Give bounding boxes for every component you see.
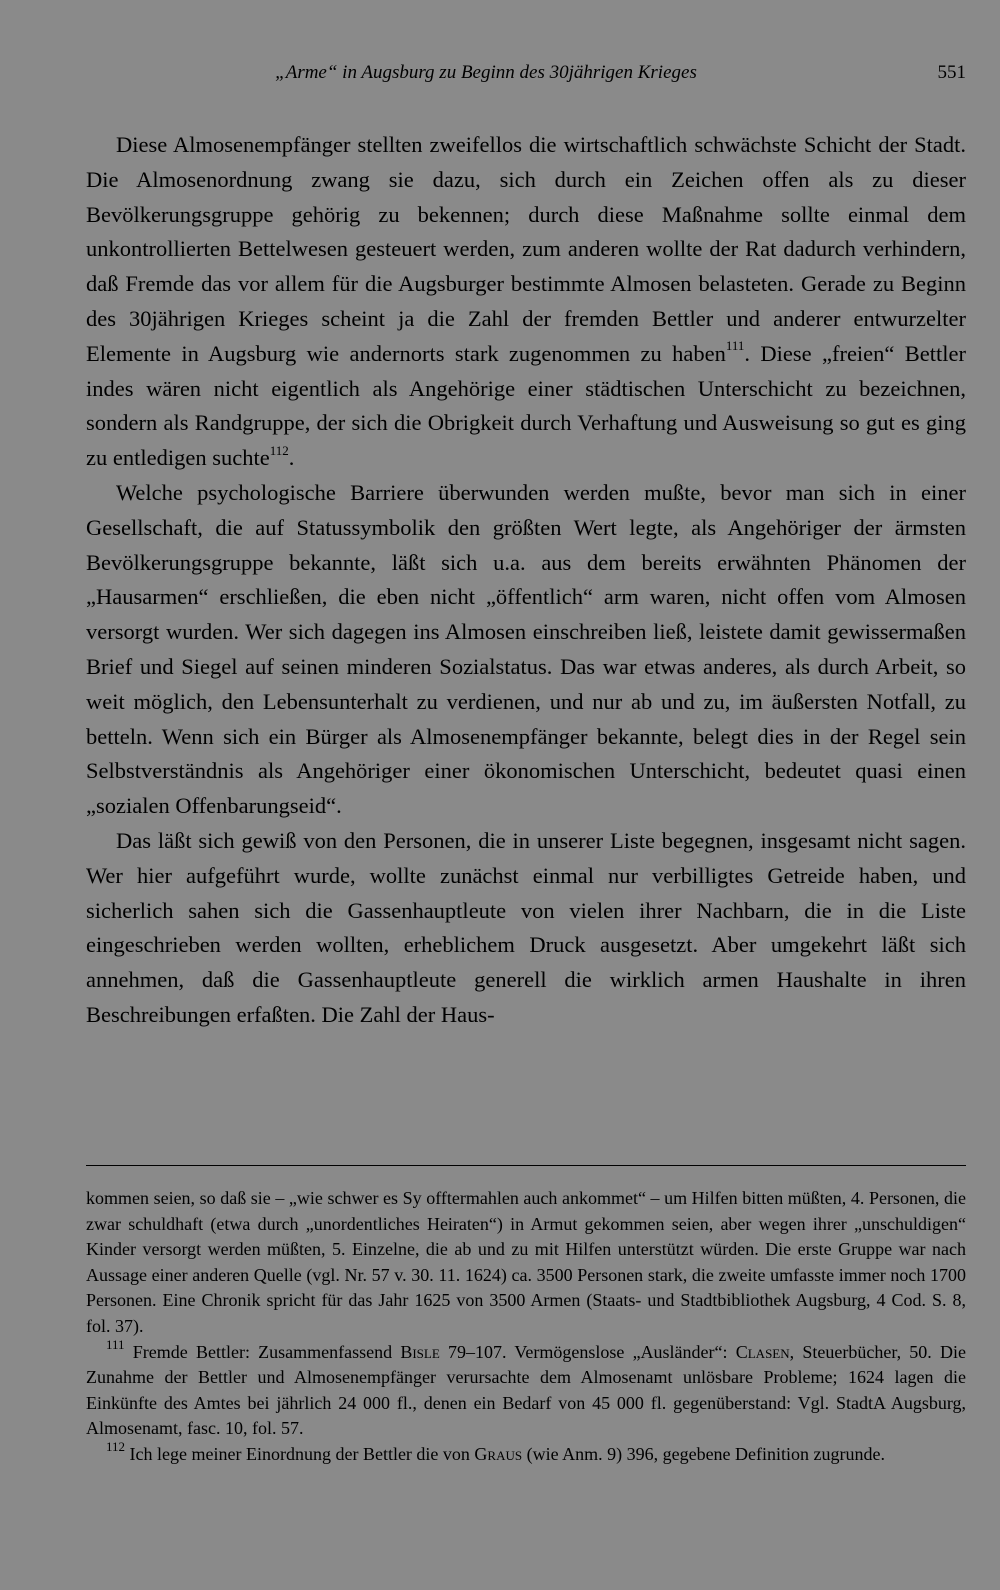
footnote-separator (86, 1165, 966, 1166)
running-head (86, 58, 966, 90)
footnote-ref-112: 112 (269, 442, 289, 458)
main-text (86, 128, 966, 1033)
footnote-text: , Steuerbücher, 50. Die Zunahme der Bettler und Almosenempfänger verursachte dem Almosenamt unlösbare Probleme; 1624 lagen die Einkünfte des Amtes bei jährlich 24 000 fl., denen ein Bedarf von 45 000 fl. gegenüberstand: Vgl. StadtA Augsburg, Almosenamt, fasc. 10, fol. 57. (86, 1341, 966, 1439)
paragraph-text: . (288, 445, 295, 471)
footnote-111 (86, 1336, 966, 1442)
footnote-text: Fremde Bettler: Zusammenfassend (132, 1341, 401, 1362)
author-name: Graus (474, 1443, 523, 1464)
paragraph: Welche psychologische Barriere überwunden werden mußte, bevor man sich in einer Gesellschaft, die auf Statussymbolik den größten Wert legte, als Angehöriger der ärmsten Bevölkerungsgruppe bekannte, läßt sich u.a. aus dem bereits erwähnten Phänomen der „Hausarmen“ erschließen, die eben nicht „öffentlich“ arm waren, nicht offen vom Almosen versorgt wurden. Wer sich dagegen ins Almosen einschreiben ließ, leistete damit gewissermaßen Brief und Siegel auf seinen minderen Sozialstatus. Das war etwas anderes, als durch Arbeit, so weit möglich, den Lebensunterhalt zu verdienen, und nur ab und zu, im äußersten Notfall, zu betteln. Wenn sich ein Bürger als Almosenempfänger bekannte, belegt dies in der Regel sein Selbstverständnis als Angehöriger einer ökonomischen Unterschicht, bedeutet quasi einen „sozialen Offenbarungseid“. (86, 479, 966, 819)
paragraph: Das läßt sich gewiß von den Personen, die in unserer Liste begegnen, insgesamt nicht sagen. Wer hier aufgeführt wurde, wollte zunächst einmal nur verbilligtes Getreide haben, und sicherlich sahen sich die Gassenhauptleute von vielen ihrer Nachbarn, die in die Liste eingeschrieben werden wollten, erheblichem Druck ausgesetzt. Aber umgekehrt läßt sich annehmen, daß die Gassenhauptleute generell die wirklich armen Haushalte in ihren Beschreibungen erfaßten. Die Zahl der Haus- (86, 827, 966, 1027)
footnote-ref-111: 111 (725, 338, 745, 354)
author-name: Bisle (400, 1341, 440, 1362)
footnote-number: 112 (106, 1438, 126, 1454)
footnote-text: Ich lege meiner Einordnung der Bettler die von (129, 1443, 475, 1464)
running-title: „Arme“ in Augsburg zu Beginn des 30jährigen Krieges (275, 62, 697, 83)
footnote-text: 79–107. Vermögenslose „Ausländer“: (439, 1341, 736, 1362)
paragraph (86, 128, 966, 476)
footnote-continuation: kommen seien, so daß sie – „wie schwer es Sy offtermahlen auch ankommet“ – um Hilfen bitten müßten, 4. Personen, die zwar schuldhaft (etwa durch „unordentliches Heiraten“) in Armut gekommen seien, aber wegen ihrer „unschuldigen“ Kinder versorgt werden müßten, 5. Einzelne, die ab und zu mit Hilfen unterstützt würden. Die erste Gruppe war nach Aussage einer anderen Quelle (vgl. Nr. 57 v. 30. 11. 1624) ca. 3500 Personen stark, die zweite umfasste immer noch 1700 Personen. Eine Chronik spricht für das Jahr 1625 von 3500 Armen (Staats- und Stadtbibliothek Augsburg, 4 Cod. S. 8, fol. 37). (86, 1188, 966, 1336)
paragraph-text: Diese Almosenempfänger stellten zweifellos die wirtschaftlich schwächste Schicht der Stadt. Die Almosenordnung zwang sie dazu, sich durch ein Zeichen offen als zu dieser Bevölkerungsgruppe gehörig zu bekennen; durch diese Maßnahme sollte einmal dem unkontrollierten Bettelwesen gesteuert werden, zum anderen wollte der Rat dadurch verhindern, daß Fremde das vor allem für die Augsburger bestimmte Almosen belasteten. Gerade zu Beginn des 30jährigen Krieges scheint ja die Zahl der fremden Bettler und anderer entwurzelter Elemente in Augsburg wie andernorts stark zugenommen zu haben (86, 132, 966, 366)
footnote-number: 111 (106, 1336, 125, 1352)
author-name: Clasen (735, 1341, 790, 1362)
paragraph-text: . Diese „freien“ Bettler indes wären nicht eigentlich als Angehörige einer städtischen Unterschicht zu bezeichnen, sondern als Randgruppe, der sich die Obrigkeit durch Verhaftung und Ausweisung so gut es ging zu entledigen suchte (86, 340, 966, 471)
footnote-112 (86, 1438, 966, 1468)
footnote-text: (wie Anm. 9) 396, gegebene Definition zugrunde. (522, 1443, 886, 1464)
footnotes (86, 1186, 966, 1468)
page-number: 551 (937, 62, 966, 83)
